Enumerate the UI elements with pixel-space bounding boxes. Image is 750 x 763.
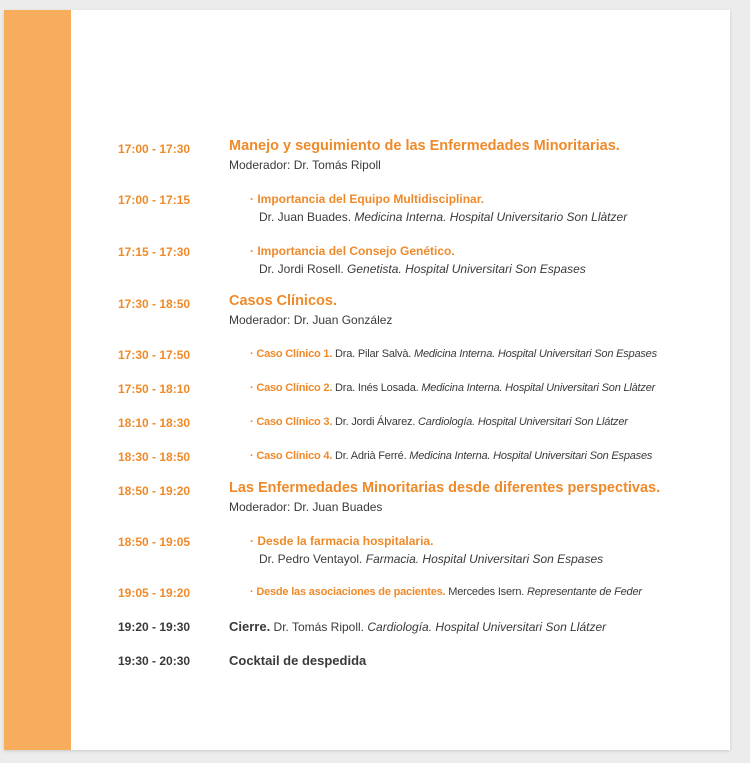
talk-time: 18:10 - 18:30 [118,416,191,430]
program-page [4,10,730,750]
talk-time: 18:50 - 19:05 [118,535,191,549]
session-title: Manejo y seguimiento de las Enfermedades Minoritarias. [229,138,620,154]
talk-title: · Importancia del Equipo Multidisciplinar. [250,192,485,206]
session-moderator: Moderador: Dr. Juan Buades [229,500,383,514]
session-moderator: Moderador: Dr. Juan González [229,313,393,327]
talk-entry: · Caso Clínico 4. Dr. Adrià Ferré. Medicina Interna. Hospital Universitari Son Espases [250,450,653,462]
decorative-stripe [4,10,71,750]
session-time: 18:50 - 19:20 [118,484,191,498]
talk-time: 19:05 - 19:20 [118,586,191,600]
talk-time: 17:15 - 17:30 [118,245,191,259]
closing-time: 19:20 - 19:30 [118,620,191,634]
talk-time: 17:30 - 17:50 [118,348,191,362]
talk-entry: · Caso Clínico 2. Dra. Inés Losada. Medicina Interna. Hospital Universitari Son Llàtzer [250,382,656,394]
cocktail-title: Cocktail de despedida [229,653,367,668]
talk-title: · Desde la farmacia hospitalaria. [250,534,434,548]
talk-entry: · Caso Clínico 1. Dra. Pilar Salvà. Medicina Interna. Hospital Universitari Son Espases [250,348,657,360]
talk-entry: · Desde las asociaciones de pacientes. Mercedes Isern. Representante de Feder [250,586,642,598]
closing-entry: Cierre. Dr. Tomás Ripoll. Cardiología. Hospital Universitari Son Llátzer [229,619,607,634]
session-time: 17:30 - 18:50 [118,297,191,311]
session-moderator: Moderador: Dr. Tomás Ripoll [229,158,381,172]
session-title: Casos Clínicos. [229,293,337,309]
talk-speaker: Dr. Jordi Rosell. Genetista. Hospital Universitari Son Espases [259,262,586,276]
talk-title: · Importancia del Consejo Genético. [250,244,455,258]
talk-time: 17:50 - 18:10 [118,382,191,396]
cocktail-time: 19:30 - 20:30 [118,654,191,668]
talk-time: 17:00 - 17:15 [118,193,191,207]
talk-speaker: Dr. Pedro Ventayol. Farmacia. Hospital Universitari Son Espases [259,552,604,566]
session-title: Las Enfermedades Minoritarias desde diferentes perspectivas. [229,480,661,496]
talk-entry: · Caso Clínico 3. Dr. Jordi Álvarez. Cardiología. Hospital Universitari Son Llátzer [250,416,628,428]
talk-time: 18:30 - 18:50 [118,450,191,464]
session-time: 17:00 - 17:30 [118,142,191,156]
talk-speaker: Dr. Juan Buades. Medicina Interna. Hospital Universitario Son Llàtzer [259,210,628,224]
